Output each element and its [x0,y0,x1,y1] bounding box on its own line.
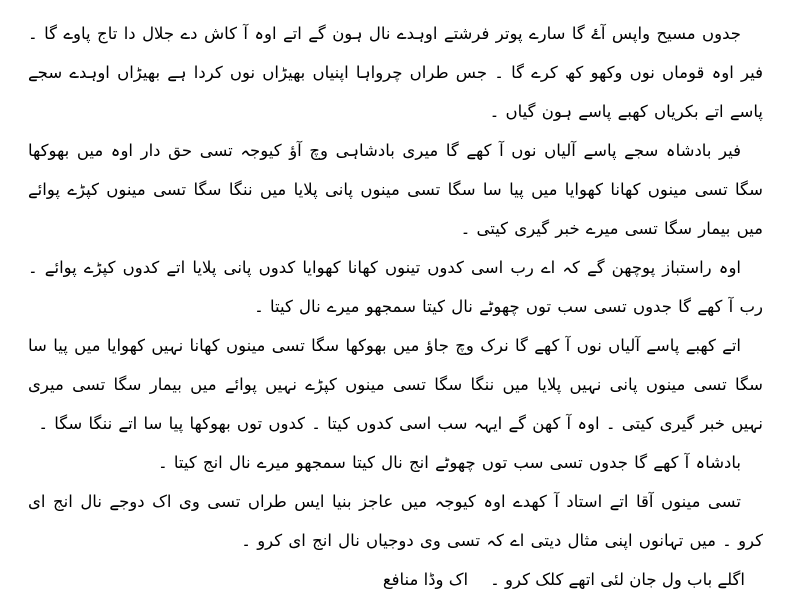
next-chapter-click-link[interactable]: اگلے باب ول جان لئی اتھے کلک کرو ۔ [490,570,745,589]
paragraph-master-example: تسی مینوں آقا اتے استاد آ کھدے اوہ کیوجہ میں عاجز بنیا ایس طراں تسی وی اک دوجے نال انج ای کرو ۔ میں تہانوں اپنی مثال دیتی اے کہ تسی وی دوجیاں نال انج ای کرو ۔ [28,492,763,550]
paragraph-left-side: اتے کھبے پاسے آلیاں نوں آ کھے گا نرک وچ جاؤ میں بھوکھا سگا تسی مینوں کھانا نہیں کھوایا میں پیا سا سگا تسی مینوں پانی نہیں پلایا میں ننگا سگا تسی مینوں کپڑے نہیں پوائے میں بیمار سگا تسی میری نہیں خبر گیری کیتی ۔ اوہ آ کھن گے ایہہ سب اسی کدوں کیتا ۔ کدوں توں بھوکھا پیا سا اتے ننگا سگا ۔ [28,336,763,433]
paragraph-king-answer: بادشاہ آ کھے گا جدوں تسی سب توں چھوٹے انج نال کیتا سمجھو میرے نال انج کیتا ۔ [157,453,741,472]
next-chapter-title-link[interactable]: اک وڈا منافع [382,570,469,589]
scripture-text-block [28,14,763,560]
paragraph-king-right-side: فیر بادشاہ سجے پاسے آلیاں نوں آ کھے گا میری بادشاہی وچ آؤ کیوجہ تسی حق دار اوہ میں بھوکھا سگا تسی مینوں کھانا کھوایا میں پیا سا سگا تسی مینوں پانی پلایا میں ننگا سگا تسی مینوں کپڑے پوائے میں بیمار سگا تسی میرے خبر گیری کیتی ۔ [28,141,763,238]
paragraph-righteous-question: اوہ راستباز پوچھن گے کہ اے رب اسی کدوں تینوں کھانا کھوایا کدوں پانی پلایا اتے کدوں کپڑے پوائے ۔ رب آ کھے گا جدوں تسی سب توں چھوٹے نال کیتا سمجھو میرے نال کیتا ۔ [28,258,763,316]
paragraph-messiah-return: جدوں مسیح واپس آۓ گا سارے پوتر فرشتے اوہدے نال ہون گے اتے اوہ آ کاش دے جلال دا تاج پاوے گا ۔ فیر اوہ قوماں نوں وکھو کھ کرے گا ۔ جس طراں چرواہا اپنیاں بھیڑاں نوں کردا ہے بھیڑاں اوہدے سجے پاسے اتے بکریاں کھبے پاسے ہون گیاں ۔ [28,24,763,121]
